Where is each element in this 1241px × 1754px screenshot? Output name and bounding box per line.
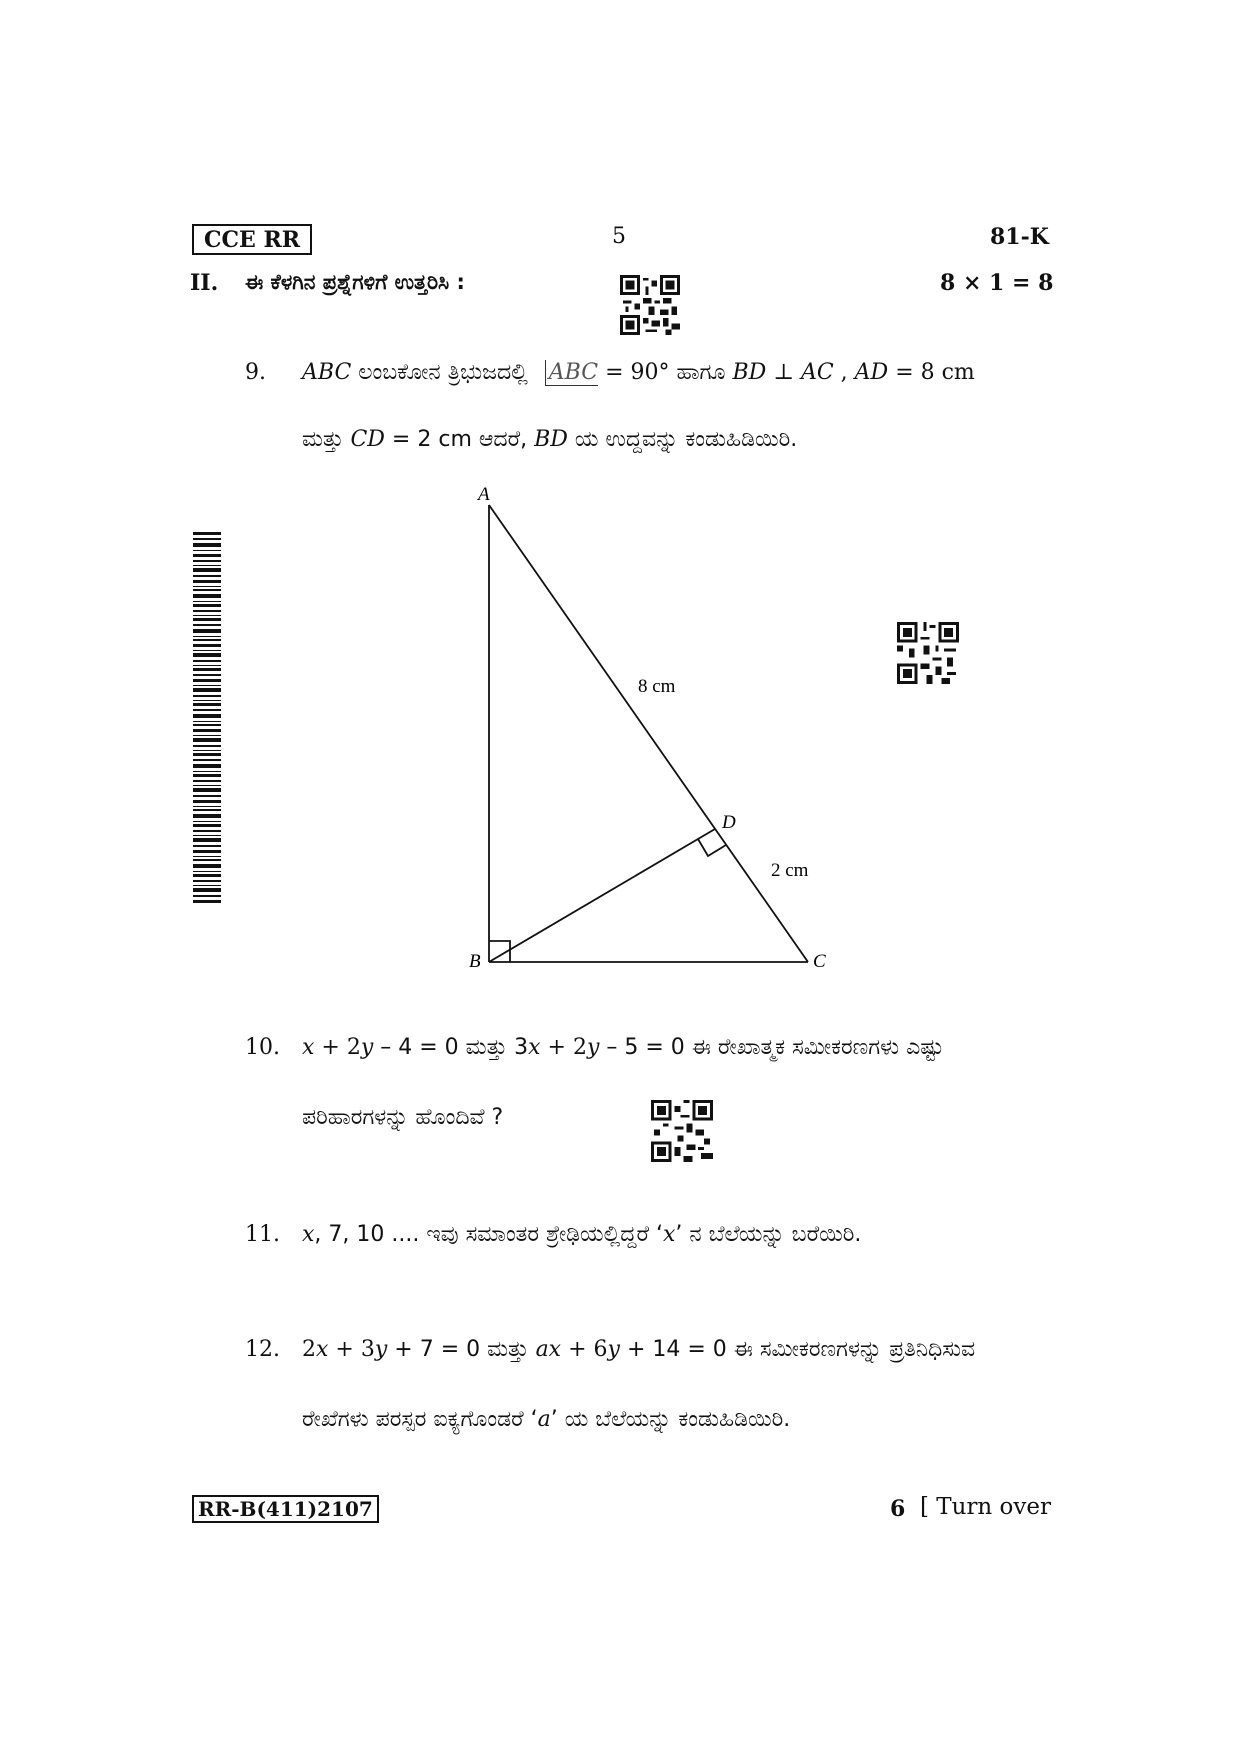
vertex-b-label: B — [469, 951, 481, 972]
question-number: 10. — [245, 1035, 280, 1060]
question-text: , 7, 10 .... ಇವು ಸಮಾಂತರ ಶ್ರೇಢಿಯಲ್ಲಿದ್ದರೆ ‘ — [314, 1222, 663, 1247]
question-12-line-2 — [302, 1405, 790, 1435]
question-11-line-1 — [302, 1220, 861, 1250]
question-number: 12. — [245, 1337, 280, 1362]
math-variable: AC — [800, 360, 834, 385]
question-text: ⊥ — [766, 360, 801, 385]
question-text: ಯ ಉದ್ದವನ್ನು ಕಂಡುಹಿಡಿಯಿರಿ. — [567, 427, 798, 452]
question-10-line-2: ಪರಿಹಾರಗಳನ್ನು ಹೊಂದಿವೆ ? — [302, 1105, 504, 1130]
question-text: ’ ನ ಬೆಲೆಯನ್ನು ಬರೆಯಿರಿ. — [675, 1222, 862, 1247]
question-text: ’ ಯ ಬೆಲೆಯನ್ನು ಕಂಡುಹಿಡಿಯಿರಿ. — [550, 1407, 791, 1432]
math-variable: x — [302, 1222, 315, 1247]
vertex-c-label: C — [813, 951, 826, 972]
math-variable: x — [662, 1222, 676, 1247]
question-text: ಲಂಬಕೋನ ತ್ರಿಭುಜದಲ್ಲಿ — [351, 360, 535, 385]
altitude-bd — [489, 829, 715, 962]
question-text: + 14 = 0 ಈ ಸಮೀಕರಣಗಳನ್ನು ಪ್ರತಿನಿಧಿಸುವ — [619, 1337, 976, 1362]
page-number: 5 — [612, 224, 626, 249]
turn-over-label: [ Turn over — [920, 1494, 1052, 1520]
section-instruction: ಈ ಕೆಳಗಿನ ಪ್ರಶ್ನೆಗಳಿಗೆ ಉತ್ತರಿಸಿ : — [245, 270, 465, 294]
paper-code: 81-K — [990, 224, 1049, 250]
question-text: ರೇಖೆಗಳು ಪರಸ್ಪರ ಐಕ್ಯಗೊಂಡರೆ ‘ — [302, 1407, 538, 1432]
exam-code: CCE RR — [204, 227, 301, 253]
question-10-line-1: x + 2y – 4 = 0 ಮತ್ತು 3x + 2y – 5 = 0 ಈ ರೇಖಾತ್ಮಕ ಸಮೀಕರಣಗಳು ಎಷ್ಟು — [302, 1035, 944, 1060]
math-variable: BD — [534, 427, 568, 452]
question-text: = 8 cm — [888, 360, 975, 385]
section-roman: II. — [190, 270, 219, 296]
barcode-image — [193, 532, 221, 904]
qr-code-image — [897, 622, 959, 684]
vertex-d-label: D — [722, 812, 736, 833]
math-variable: ax — [535, 1337, 562, 1362]
math-variable: y — [374, 1337, 388, 1362]
math-variable: y — [360, 1035, 374, 1060]
question-text: – 5 = 0 ಈ ರೇಖಾತ್ಮಕ ಸಮೀಕರಣಗಳು ಎಷ್ಟು — [599, 1035, 944, 1060]
sheet-number: 6 — [890, 1496, 906, 1522]
math-variable: CD — [350, 427, 385, 452]
question-text: – 4 = 0 ಮತ್ತು 3 — [373, 1035, 529, 1060]
question-text: ಮತ್ತು — [302, 427, 351, 452]
math-variable: AD — [854, 360, 889, 385]
measure-ad-label: 8 cm — [638, 676, 676, 697]
math-variable: x — [528, 1035, 541, 1060]
angle-symbol: ABC — [545, 360, 598, 386]
question-number: 9. — [245, 360, 266, 385]
right-angle-d — [698, 839, 726, 856]
side-ac — [489, 505, 808, 962]
vertex-a-label: A — [478, 484, 490, 505]
math-variable: x — [316, 1337, 329, 1362]
footer-code: RR-B(411)2107 — [198, 1497, 373, 1521]
math-variable: y — [607, 1337, 620, 1362]
question-text: = 2 cm ಆದರೆ, — [384, 427, 535, 452]
section-marks: 8 × 1 = 8 — [940, 270, 1054, 296]
math-variable: x — [302, 1035, 315, 1060]
measure-dc-label: 2 cm — [771, 860, 809, 881]
footer-code-box — [192, 1495, 379, 1523]
math-variable: BD — [732, 360, 767, 385]
question-text: = 90° ಹಾಗೂ — [598, 360, 733, 385]
math-variable: a — [537, 1407, 551, 1432]
math-variable: y — [586, 1035, 600, 1060]
question-12-line-1: 2x + 3y + 7 = 0 ಮತ್ತು ax + 6y + 14 = 0 ಈ ಸಮೀಕರಣಗಳನ್ನು ಪ್ರತಿನಿಧಿಸುವ — [302, 1337, 976, 1362]
qr-code-image — [651, 1100, 713, 1162]
question-number: 11. — [245, 1222, 280, 1247]
math-variable: ABC — [302, 360, 352, 385]
question-text: , — [833, 360, 855, 385]
question-text: + 7 = 0 ಮತ್ತು — [387, 1337, 536, 1362]
